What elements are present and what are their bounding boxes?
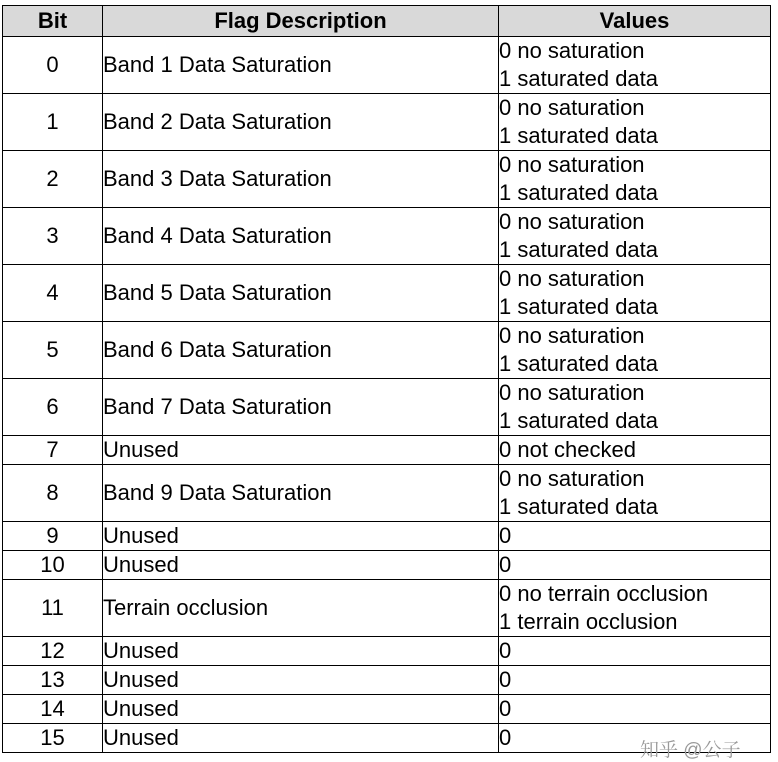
flag-description-cell: Band 5 Data Saturation xyxy=(103,265,499,322)
flag-description-cell: Band 4 Data Saturation xyxy=(103,208,499,265)
header-row xyxy=(3,6,771,37)
value-line: 0 no saturation xyxy=(499,152,645,177)
values-cell xyxy=(499,322,771,379)
flag-description-cell: Unused xyxy=(103,666,499,695)
bit-cell: 9 xyxy=(3,522,103,551)
values-cell xyxy=(499,151,771,208)
value-line: 0 no saturation xyxy=(499,209,645,234)
value-line: 1 terrain occlusion xyxy=(499,609,678,634)
values-cell xyxy=(499,379,771,436)
values-cell xyxy=(499,580,771,637)
header-flag-description: Flag Description xyxy=(103,6,499,37)
header-values: Values xyxy=(499,6,771,37)
values-cell xyxy=(499,637,771,666)
table-body xyxy=(3,37,771,753)
flag-description-cell: Band 6 Data Saturation xyxy=(103,322,499,379)
value-line: 0 xyxy=(499,725,512,750)
value-line: 0 no saturation xyxy=(499,380,645,405)
bit-cell: 10 xyxy=(3,551,103,580)
bit-cell: 3 xyxy=(3,208,103,265)
bit-cell: 4 xyxy=(3,265,103,322)
value-line: 1 saturated data xyxy=(499,237,659,262)
flag-description-cell: Terrain occlusion xyxy=(103,580,499,637)
values-cell xyxy=(499,666,771,695)
table-row xyxy=(3,151,771,208)
flag-description-cell: Unused xyxy=(103,724,499,753)
bit-cell: 15 xyxy=(3,724,103,753)
flag-description-cell: Band 2 Data Saturation xyxy=(103,94,499,151)
value-line: 0 xyxy=(499,667,512,692)
bit-cell: 7 xyxy=(3,436,103,465)
values-cell xyxy=(499,37,771,94)
value-line: 0 xyxy=(499,638,512,663)
table-row xyxy=(3,379,771,436)
table-row xyxy=(3,94,771,151)
value-line: 0 xyxy=(499,552,512,577)
table-row xyxy=(3,580,771,637)
value-line: 0 no saturation xyxy=(499,38,645,63)
flag-table xyxy=(2,5,771,753)
table-row xyxy=(3,522,771,551)
bit-cell: 5 xyxy=(3,322,103,379)
value-line: 0 not checked xyxy=(499,437,636,462)
value-line: 1 saturated data xyxy=(499,180,659,205)
values-cell xyxy=(499,208,771,265)
value-line: 1 saturated data xyxy=(499,494,659,519)
values-cell xyxy=(499,695,771,724)
bit-cell: 11 xyxy=(3,580,103,637)
value-line: 0 no saturation xyxy=(499,95,645,120)
bit-cell: 2 xyxy=(3,151,103,208)
value-line: 0 xyxy=(499,696,512,721)
flag-description-cell: Unused xyxy=(103,522,499,551)
value-line: 0 no saturation xyxy=(499,466,645,491)
values-cell xyxy=(499,94,771,151)
value-line: 1 saturated data xyxy=(499,123,659,148)
table-row xyxy=(3,666,771,695)
table-row xyxy=(3,208,771,265)
bit-cell: 12 xyxy=(3,637,103,666)
value-line: 0 no saturation xyxy=(499,323,645,348)
values-cell xyxy=(499,551,771,580)
flag-description-cell: Unused xyxy=(103,637,499,666)
values-cell xyxy=(499,265,771,322)
bit-cell: 14 xyxy=(3,695,103,724)
flag-description-cell: Unused xyxy=(103,695,499,724)
flag-description-cell: Band 9 Data Saturation xyxy=(103,465,499,522)
bit-cell: 0 xyxy=(3,37,103,94)
table-row xyxy=(3,695,771,724)
values-cell xyxy=(499,465,771,522)
value-line: 1 saturated data xyxy=(499,351,659,376)
flag-description-cell: Unused xyxy=(103,436,499,465)
header-bit: Bit xyxy=(3,6,103,37)
flag-description-cell: Band 1 Data Saturation xyxy=(103,37,499,94)
value-line: 0 no saturation xyxy=(499,266,645,291)
table-row xyxy=(3,265,771,322)
table-header xyxy=(3,6,771,37)
table-row xyxy=(3,465,771,522)
table-row xyxy=(3,322,771,379)
table-row xyxy=(3,637,771,666)
table-row xyxy=(3,436,771,465)
value-line: 1 saturated data xyxy=(499,294,659,319)
table-row xyxy=(3,551,771,580)
values-cell xyxy=(499,436,771,465)
value-line: 1 saturated data xyxy=(499,66,659,91)
watermark: 知乎 @公子 xyxy=(640,740,741,761)
value-line: 0 no terrain occlusion xyxy=(499,581,709,606)
bit-cell: 8 xyxy=(3,465,103,522)
bit-cell: 13 xyxy=(3,666,103,695)
bit-cell: 6 xyxy=(3,379,103,436)
bit-cell: 1 xyxy=(3,94,103,151)
flag-description-cell: Band 3 Data Saturation xyxy=(103,151,499,208)
flag-description-cell: Band 7 Data Saturation xyxy=(103,379,499,436)
value-line: 1 saturated data xyxy=(499,408,659,433)
value-line: 0 xyxy=(499,523,512,548)
table-row xyxy=(3,37,771,94)
values-cell xyxy=(499,522,771,551)
flag-description-cell: Unused xyxy=(103,551,499,580)
